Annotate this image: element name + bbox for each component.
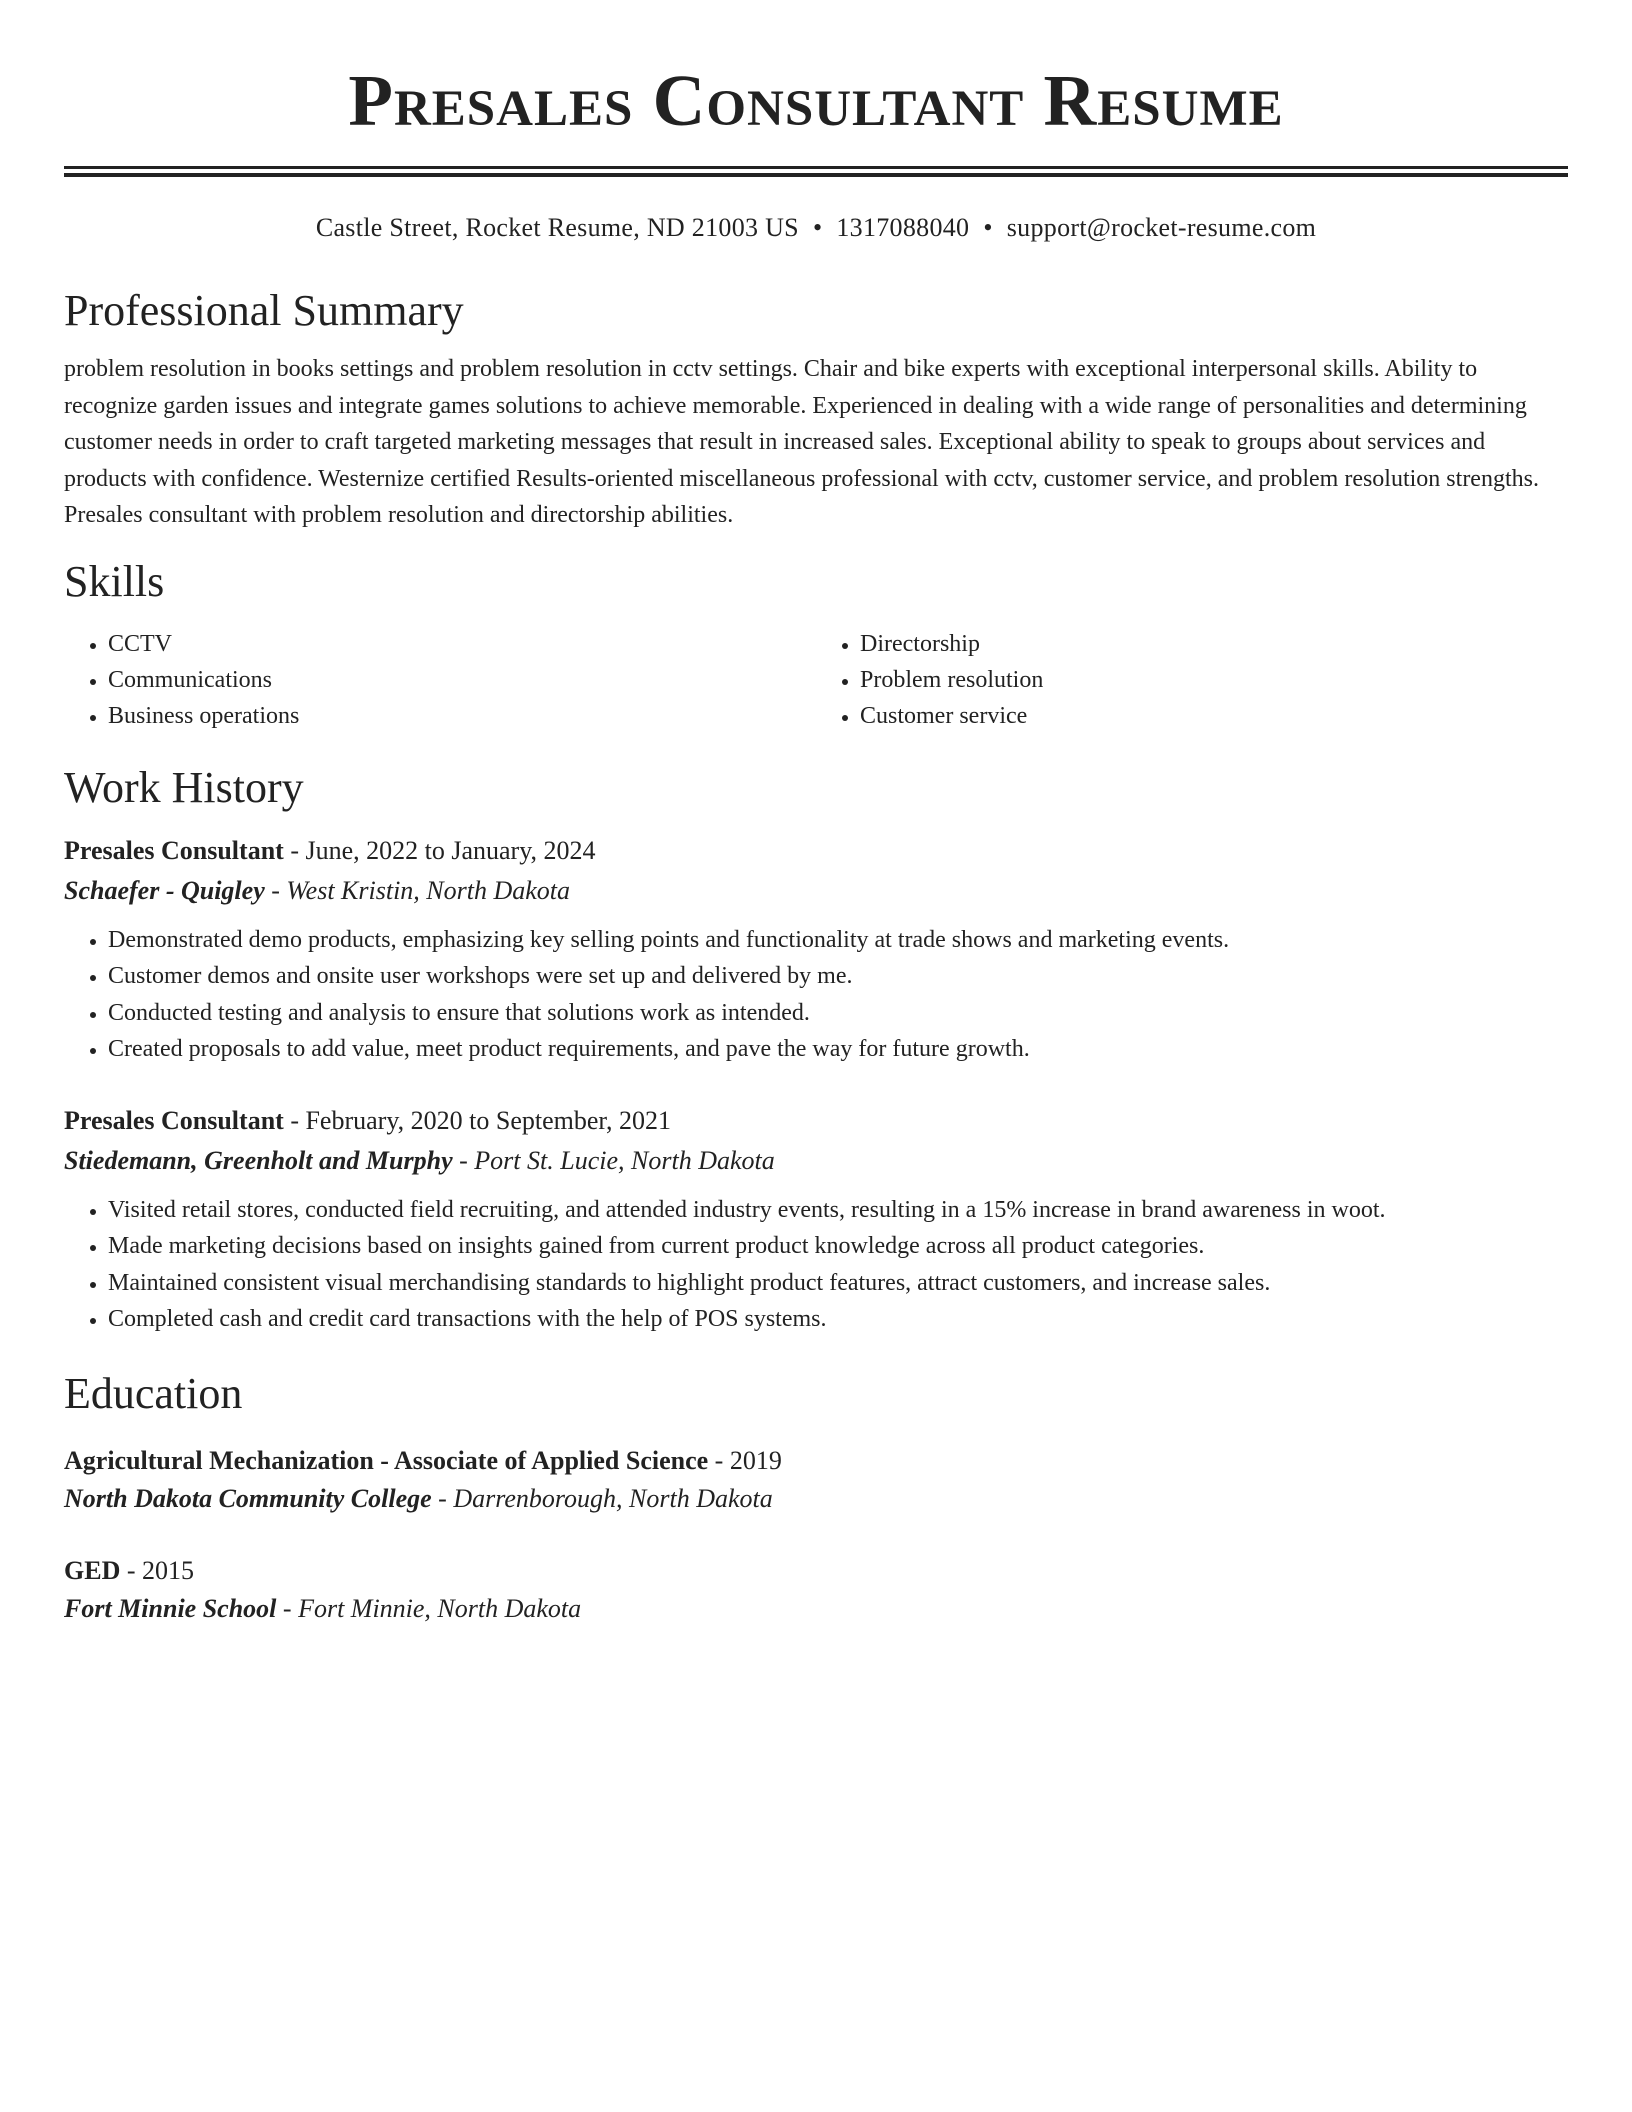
skills-list [64,626,1568,734]
skills-column-right [816,626,1568,734]
contact-phone: 1317088040 [836,213,970,242]
skill-item: • CCTV [108,626,816,662]
work-history-heading: Work History [64,762,304,812]
job-title: Presales Consultant [64,835,284,865]
company-line [64,870,1568,912]
degree-year: - 2019 [714,1445,782,1475]
school-name: North Dakota Community College [64,1483,432,1513]
job-entry [64,1102,1568,1338]
job-bullet: • Customer demos and onsite user workshops were set up and delivered by me. [108,958,1568,995]
job-bullet: • Created proposals to add value, meet product requirements, and pave the way for future growth. [108,1031,1568,1068]
job-dates: - June, 2022 to January, 2024 [290,835,596,865]
school-location: - Darrenborough, North Dakota [438,1483,773,1513]
skills-heading: Skills [64,556,165,606]
school-name: Fort Minnie School [64,1593,277,1623]
school-location: - Fort Minnie, North Dakota [282,1593,582,1623]
job-bullet: • Maintained consistent visual merchandising standards to highlight product features, attract customers, and increase sales. [108,1265,1568,1302]
job-bullet: • Completed cash and credit card transactions with the help of POS systems. [108,1301,1568,1338]
school-line [64,1480,1568,1518]
job-title-line [64,832,1568,870]
summary-heading: Professional Summary [64,286,464,335]
contact-address: Castle Street, Rocket Resume, ND 21003 US [315,213,799,242]
job-dates: - February, 2020 to September, 2021 [290,1105,672,1135]
resume-title: Presales Consultant Resume [348,60,1284,141]
degree-year: - 2015 [126,1555,195,1585]
skills-column-left [64,626,816,734]
education-entry [64,1442,1568,1518]
skill-item: • Directorship [860,626,1568,662]
company-name: Stiedemann, Greenholt and Murphy [64,1145,453,1175]
summary-text: problem resolution in books settings and problem resolution in cctv settings. Chair and bike experts with exceptional interpersonal skills. Ability to recognize garden issues and integrate games solutions to achieve memorable. Experienced in dealing with a wide range of personalities and determining customer needs in order to craft targeted marketing messages that result in increased sales. Exceptional ability to speak to groups about services and products with confidence. Westernize certified Results-oriented miscellaneous professional with cctv, customer service, and problem resolution strengths. Presales consultant with problem resolution and directorship abilities. [64,356,1539,528]
job-bullets [64,1192,1568,1338]
skill-item: • Business operations [108,698,816,734]
skill-item: • Problem resolution [860,662,1568,698]
degree-line [64,1552,1568,1590]
degree-line [64,1442,1568,1480]
company-location: - West Kristin, North Dakota [271,875,571,905]
company-line [64,1140,1568,1182]
company-location: - Port St. Lucie, North Dakota [459,1145,775,1175]
education-entry [64,1552,1568,1628]
job-bullet: • Made marketing decisions based on insights gained from current product knowledge across all product categories. [108,1228,1568,1265]
contact-separator: • [812,213,823,242]
job-bullet: • Demonstrated demo products, emphasizing key selling points and functionality at trade shows and marketing events. [108,922,1568,959]
skill-item: • Communications [108,662,816,698]
job-entry [64,832,1568,1068]
job-title: Presales Consultant [64,1105,284,1135]
school-line [64,1590,1568,1628]
job-bullet: • Conducted testing and analysis to ensure that solutions work as intended. [108,995,1568,1032]
contact-email: support@rocket-resume.com [1006,213,1317,242]
degree-name: GED [64,1555,121,1585]
job-title-line [64,1102,1568,1140]
education-heading: Education [64,1368,243,1418]
company-name: Schaefer - Quigley [64,875,265,905]
job-bullets [64,922,1568,1068]
contact-line [64,211,1568,245]
title-divider [64,166,1568,177]
job-bullet: • Visited retail stores, conducted field recruiting, and attended industry events, resulting in a 15% increase in brand awareness in woot. [108,1192,1568,1229]
degree-name: Agricultural Mechanization - Associate of Applied Science [64,1445,709,1475]
skill-item: • Customer service [860,698,1568,734]
contact-separator: • [983,213,993,242]
